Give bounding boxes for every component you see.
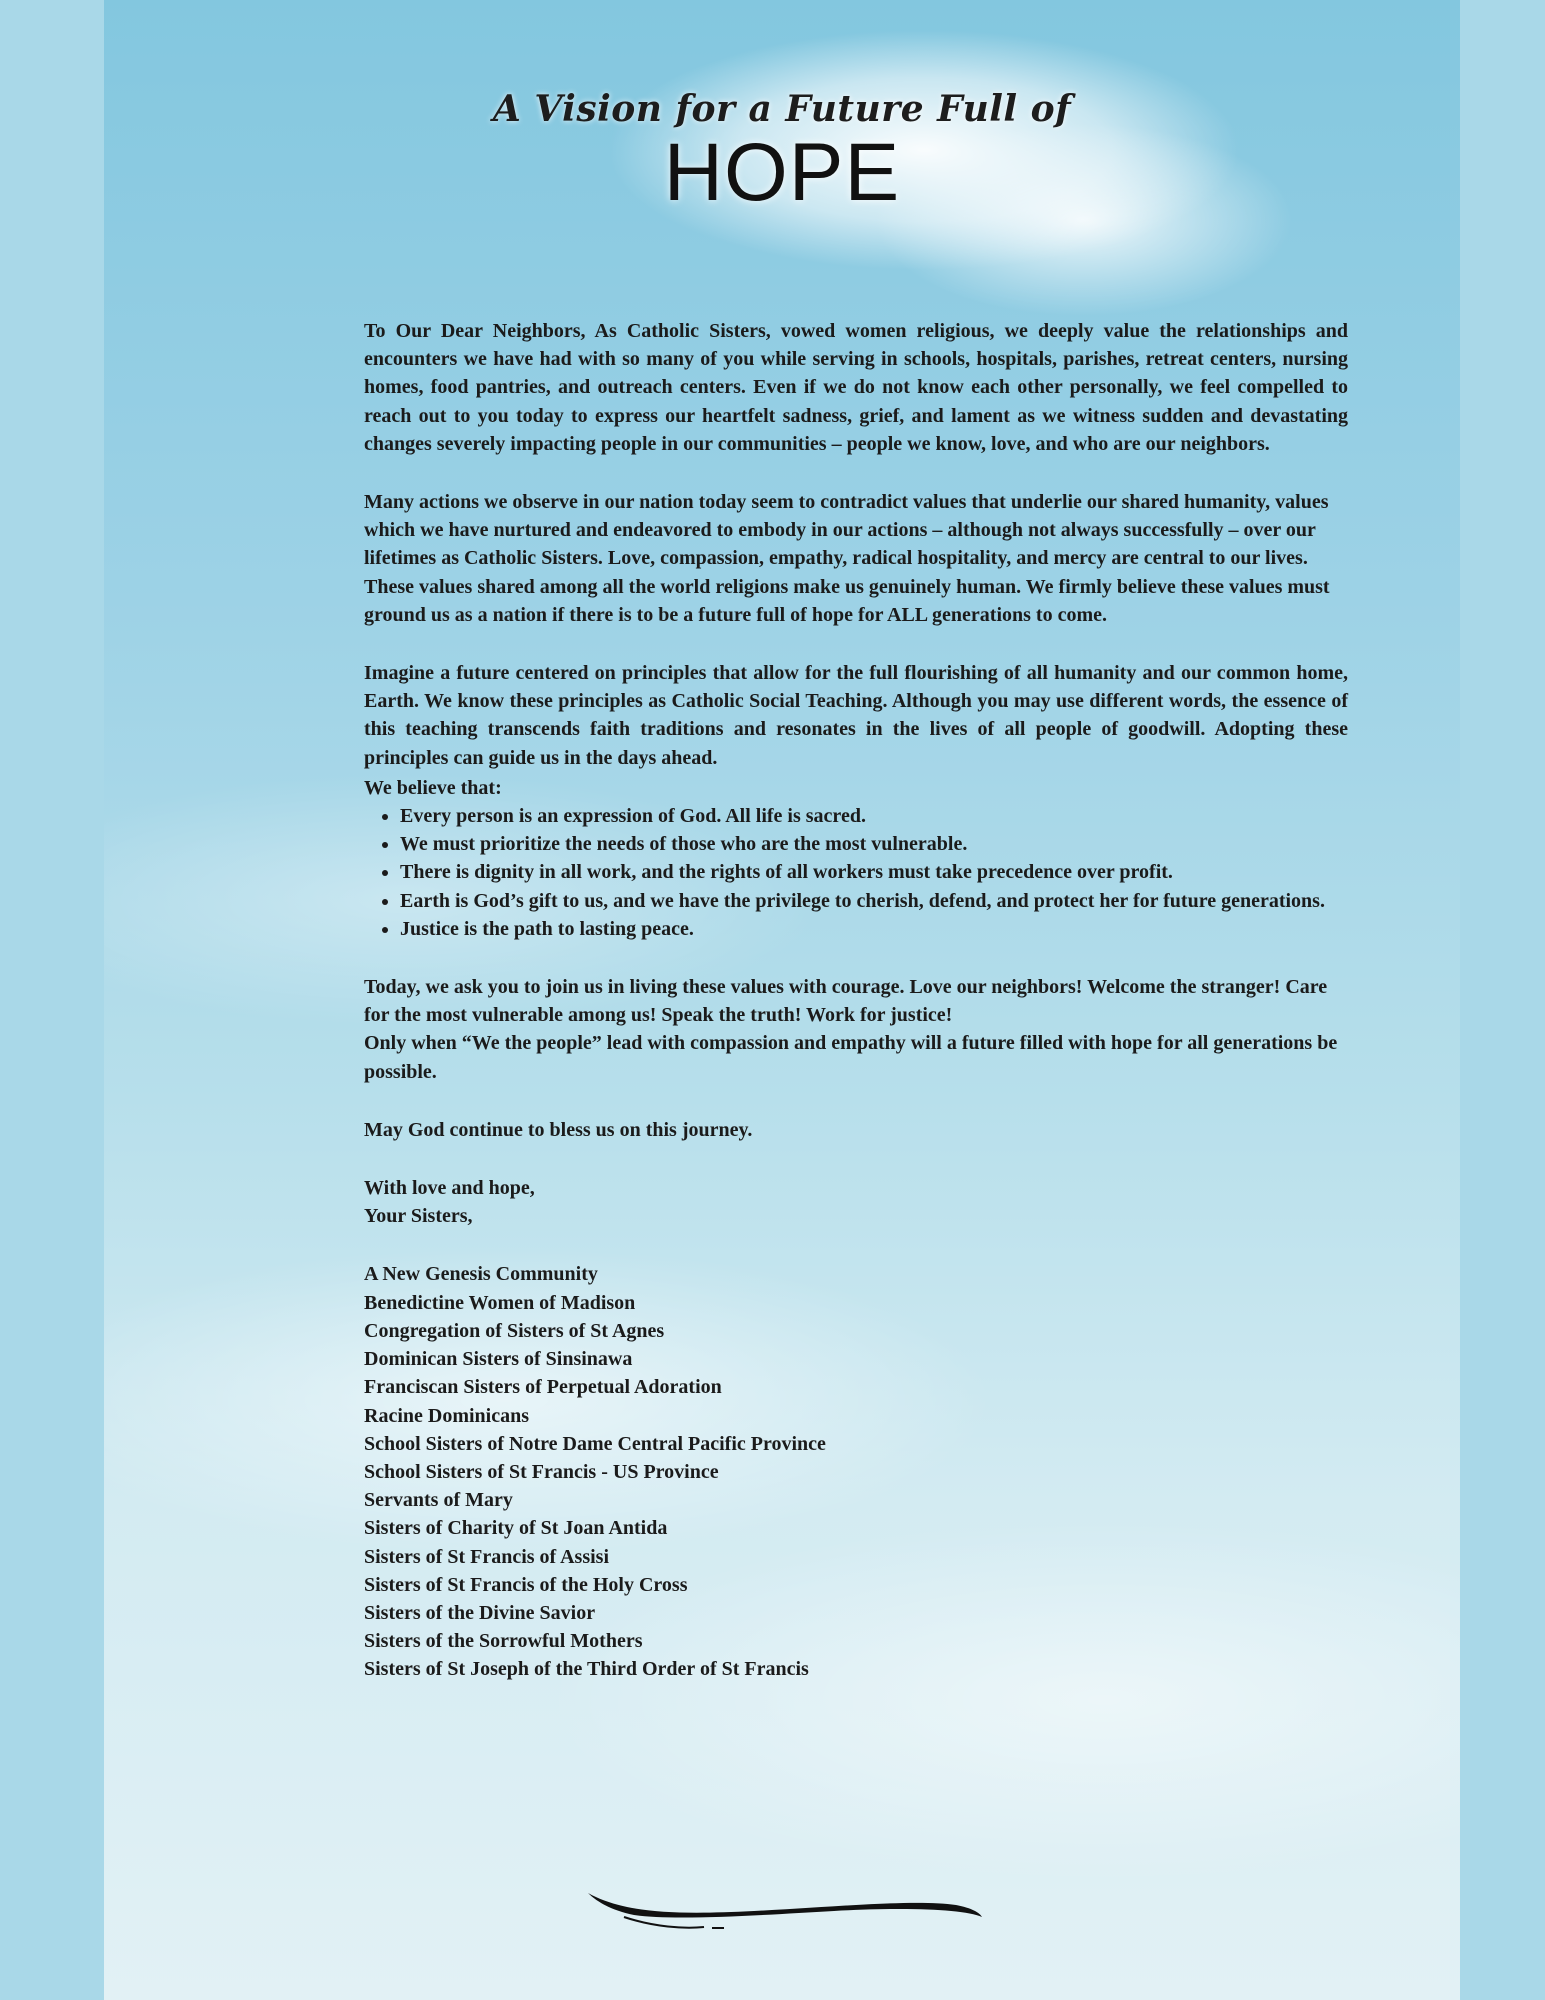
organization-name: Benedictine Women of Madison <box>364 1291 636 1314</box>
organization-name: Sisters of St Francis of Assisi <box>364 1545 609 1568</box>
organization-name: School Sisters of Notre Dame Central Pacific Province <box>364 1432 826 1455</box>
organization-name: Sisters of the Divine Savior <box>364 1601 596 1624</box>
paragraph-values: Many actions we observe in our nation today seem to contradict values that underlie our shared humanity, values which we have nurtured and endeavored to embody in our actions – although not always successfully – over our lifetimes as Catholic Sisters. Love, compassion, empathy, radical hospitality, and mercy are central to our lives. These values shared among all the world religions make us genuinely human. We firmly believe these values must ground us as a nation if there is to be a future full of hope for ALL generations to come. <box>364 491 1330 626</box>
organization-name: A New Genesis Community <box>364 1263 598 1286</box>
organizations-list <box>364 1260 1348 1683</box>
organization-name: School Sisters of St Francis - US Province <box>364 1460 719 1483</box>
list-item: • Earth is God’s gift to us, and we have the privilege to cherish, defend, and protect her for future generations. <box>400 887 1348 915</box>
organization-name: Servants of Mary <box>364 1489 513 1512</box>
call-to-action-line: Today, we ask you to join us in living these values with courage. Love our neighbors! Welcome the stranger! Care for the most vulnerable among us! Speak the truth! Work for justice! <box>364 976 1328 1027</box>
paragraph-call-to-action <box>364 973 1348 1086</box>
page-subtitle: A Vision for a Future Full of <box>492 88 1072 130</box>
letter-page <box>104 0 1460 2000</box>
letter-body <box>364 317 1348 1684</box>
decorative-swoosh <box>584 1885 984 1945</box>
list-item: • We must prioritize the needs of those who are the most vulnerable. <box>400 830 1348 858</box>
beliefs-intro: We believe that: <box>364 776 502 799</box>
organization-name: Racine Dominicans <box>364 1404 529 1427</box>
organization-name: Congregation of Sisters of St Agnes <box>364 1319 665 1342</box>
organization-name: Sisters of Charity of St Joan Antida <box>364 1517 668 1540</box>
organization-name: Sisters of the Sorrowful Mothers <box>364 1630 643 1653</box>
beliefs-list <box>364 802 1348 943</box>
call-to-action-line: Only when “We the people” lead with compassion and empathy will a future filled with hope for all generations be possible. <box>364 1032 1338 1083</box>
list-item: • Justice is the path to lasting peace. <box>400 915 1348 943</box>
closing-line: With love and hope, <box>364 1177 535 1200</box>
paragraph-imagine: Imagine a future centered on principles that allow for the full flourishing of all humanity and our common home, Earth. We know these principles as Catholic Social Teaching. Although you may use different words, the essence of this teaching transcends faith traditions and resonates in the lives of all people of goodwill. Adopting these principles can guide us in the days ahead. <box>364 662 1348 769</box>
paragraph-greeting: To Our Dear Neighbors, As Catholic Sisters, vowed women religious, we deeply value the relationships and encounters we have had with so many of you while serving in schools, hospitals, parishes, retreat centers, nursing homes, food pantries, and outreach centers. Even if we do not know each other personally, we feel compelled to reach out to you today to express our heartfelt sadness, grief, and lament as we witness sudden and devastating changes severely impacting people in our communities – people we know, love, and who are our neighbors. <box>364 320 1348 455</box>
list-item: • There is dignity in all work, and the rights of all workers must take precedence over profit. <box>400 858 1348 886</box>
organization-name: Franciscan Sisters of Perpetual Adoration <box>364 1376 722 1399</box>
organization-name: Sisters of St Francis of the Holy Cross <box>364 1573 688 1596</box>
list-item: • Every person is an expression of God. All life is sacred. <box>400 802 1348 830</box>
closing-line: Your Sisters, <box>364 1205 473 1228</box>
paragraph-blessing: May God continue to bless us on this journey. <box>364 1118 753 1141</box>
title-block <box>104 88 1460 218</box>
page-title: HOPE <box>663 127 901 218</box>
organization-name: Sisters of St Joseph of the Third Order of St Francis <box>364 1658 809 1681</box>
signoff <box>364 1174 1348 1230</box>
organization-name: Dominican Sisters of Sinsinawa <box>364 1348 633 1371</box>
